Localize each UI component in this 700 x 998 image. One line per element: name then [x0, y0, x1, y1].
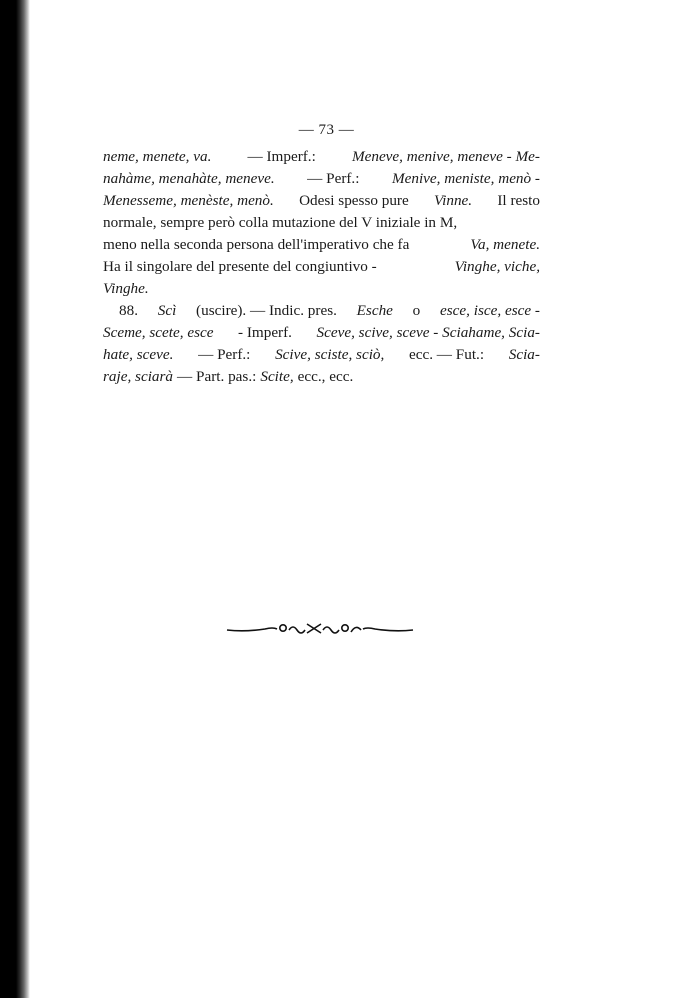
italic-text: Meneve, menive, meneve - Me-	[351, 148, 540, 165]
body-text	[103, 146, 540, 388]
text-line	[103, 234, 540, 256]
italic-text: neme, menete, va.	[103, 148, 212, 165]
roman-text: — Imperf.:	[247, 148, 316, 165]
text-line	[103, 322, 540, 344]
italic-text: Esche	[356, 302, 393, 319]
text-line	[103, 344, 540, 366]
italic-text: raje, sciarà	[103, 368, 174, 385]
italic-text: Menesseme, menèste, menò.	[103, 192, 274, 209]
roman-text: meno nella seconda persona dell'imperativo che fa	[103, 236, 410, 253]
italic-text: nahàme, menahàte, meneve.	[103, 170, 275, 187]
italic-text: hate, sceve.	[103, 346, 174, 363]
italic-text: Sceme, scete, esce	[103, 324, 214, 341]
text-line	[103, 256, 540, 278]
italic-text: Va, menete.	[470, 236, 540, 253]
text-line	[103, 190, 540, 212]
roman-text: — Part. pas.:	[177, 368, 257, 385]
roman-text: - Imperf.	[238, 324, 292, 341]
roman-text: Odesi spesso pure	[299, 192, 409, 209]
roman-text: 88.	[119, 302, 138, 319]
text-line	[103, 146, 540, 168]
roman-text: (uscire). — Indic. pres.	[196, 302, 337, 319]
text-line	[103, 366, 540, 388]
roman-text: normale, sempre però colla mutazione del V iniziale in M,	[103, 214, 458, 231]
text-line	[103, 278, 540, 300]
decorative-tailpiece-icon	[225, 618, 415, 638]
italic-text: Vinghe.	[103, 280, 149, 297]
roman-text: Il resto	[497, 192, 540, 209]
italic-text: Vinne.	[434, 192, 473, 209]
italic-text: esce, isce, esce -	[440, 302, 540, 319]
roman-text: — Perf.:	[198, 346, 251, 363]
page-number: — 73 —	[298, 122, 355, 138]
italic-text: Scì	[157, 302, 177, 319]
italic-text: Vinghe, viche,	[454, 258, 540, 275]
text-line	[103, 212, 540, 234]
italic-text: Scite,	[260, 368, 294, 385]
book-binding-edge	[0, 0, 30, 998]
italic-text: Menive, meniste, menò -	[391, 170, 540, 187]
roman-text: Ha il singolare del presente del congiuntivo -	[103, 258, 377, 275]
italic-text: Scive, sciste, sciò,	[275, 346, 385, 363]
roman-text: ecc., ecc.	[297, 368, 354, 385]
roman-text: — Perf.:	[307, 170, 360, 187]
roman-text: ecc. — Fut.:	[408, 346, 485, 363]
text-line	[103, 168, 540, 190]
text-line	[103, 300, 540, 322]
italic-text: Sceve, scive, sceve - Sciahame, Scia-	[316, 324, 540, 341]
roman-text: o	[412, 302, 421, 319]
italic-text: Scia-	[508, 346, 540, 363]
